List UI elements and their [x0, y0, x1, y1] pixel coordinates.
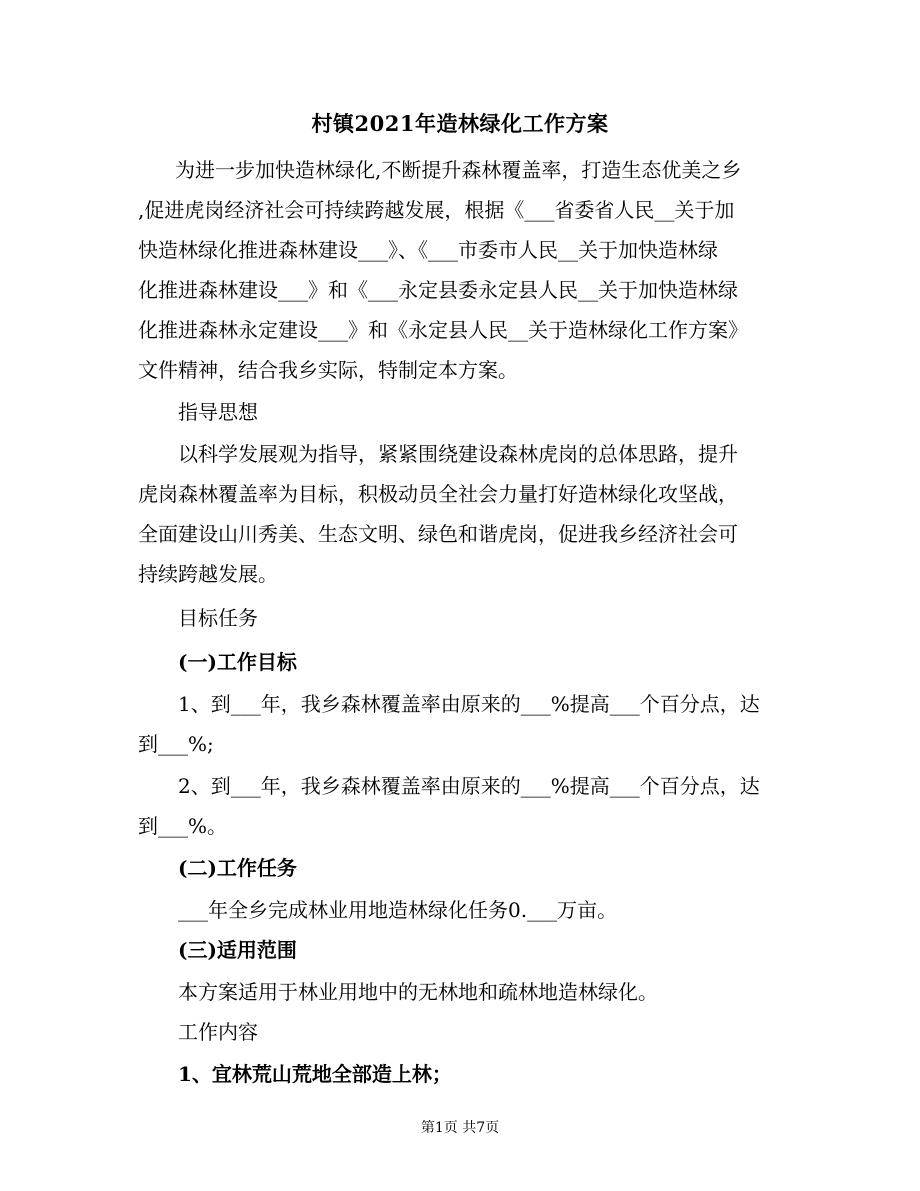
task-line: ___年全乡完成林业用地造林绿化任务0.___万亩。	[178, 898, 618, 922]
guiding-line-2: 虎岗森林覆盖率为目标，积极动员全社会力量打好造林绿化攻坚战，	[138, 482, 738, 506]
sub-heading-tasks: (二)工作任务	[178, 856, 297, 880]
goal-1-line-1: 1、到___年，我乡森林覆盖率由原来的___%提高___个百分点，达	[178, 692, 760, 716]
guiding-heading: 指导思想	[178, 400, 258, 424]
sub-heading-scope: (三)适用范围	[178, 938, 297, 962]
content-item-1: 1、宜林荒山荒地全部造上林；	[178, 1062, 452, 1086]
guiding-line-4: 持续跨越发展。	[138, 562, 278, 586]
scope-line: 本方案适用于林业用地中的无林地和疏林地造林绿化。	[178, 980, 658, 1004]
guiding-line-1: 以科学发展观为指导，紧紧围绕建设森林虎岗的总体思路，提升	[178, 442, 738, 466]
page-number-footer: 第1页 共7页	[420, 1120, 500, 1136]
intro-line-6: 文件精神，结合我乡实际，特制定本方案。	[138, 358, 518, 382]
content-heading: 工作内容	[178, 1020, 258, 1044]
document-title: 村镇2021年造林绿化工作方案	[311, 111, 609, 136]
goal-2-line-1: 2、到___年，我乡森林覆盖率由原来的___%提高___个百分点，达	[178, 774, 760, 798]
goal-1-line-2: 到___%;	[138, 732, 214, 756]
target-heading: 目标任务	[178, 606, 258, 630]
intro-line-2: ,促进虎岗经济社会可持续跨越发展，根据《___省委省人民__关于加	[138, 198, 735, 222]
goal-2-line-2: 到___%。	[138, 814, 228, 838]
intro-line-4: 化推进森林建设___》和《___永定县委永定县人民__关于加快造林绿	[138, 278, 738, 302]
guiding-line-3: 全面建设山川秀美、生态文明、绿色和谐虎岗，促进我乡经济社会可	[138, 522, 738, 546]
sub-heading-goals: (一)工作目标	[178, 650, 297, 674]
intro-line-1: 为进一步加快造林绿化,不断提升森林覆盖率，打造生态优美之乡	[175, 158, 742, 182]
intro-line-5: 化推进森林永定建设___》和《永定县人民__关于造林绿化工作方案》	[138, 318, 748, 342]
intro-line-3: 快造林绿化推进森林建设___》、《___市委市人民__关于加快造林绿	[138, 238, 718, 262]
